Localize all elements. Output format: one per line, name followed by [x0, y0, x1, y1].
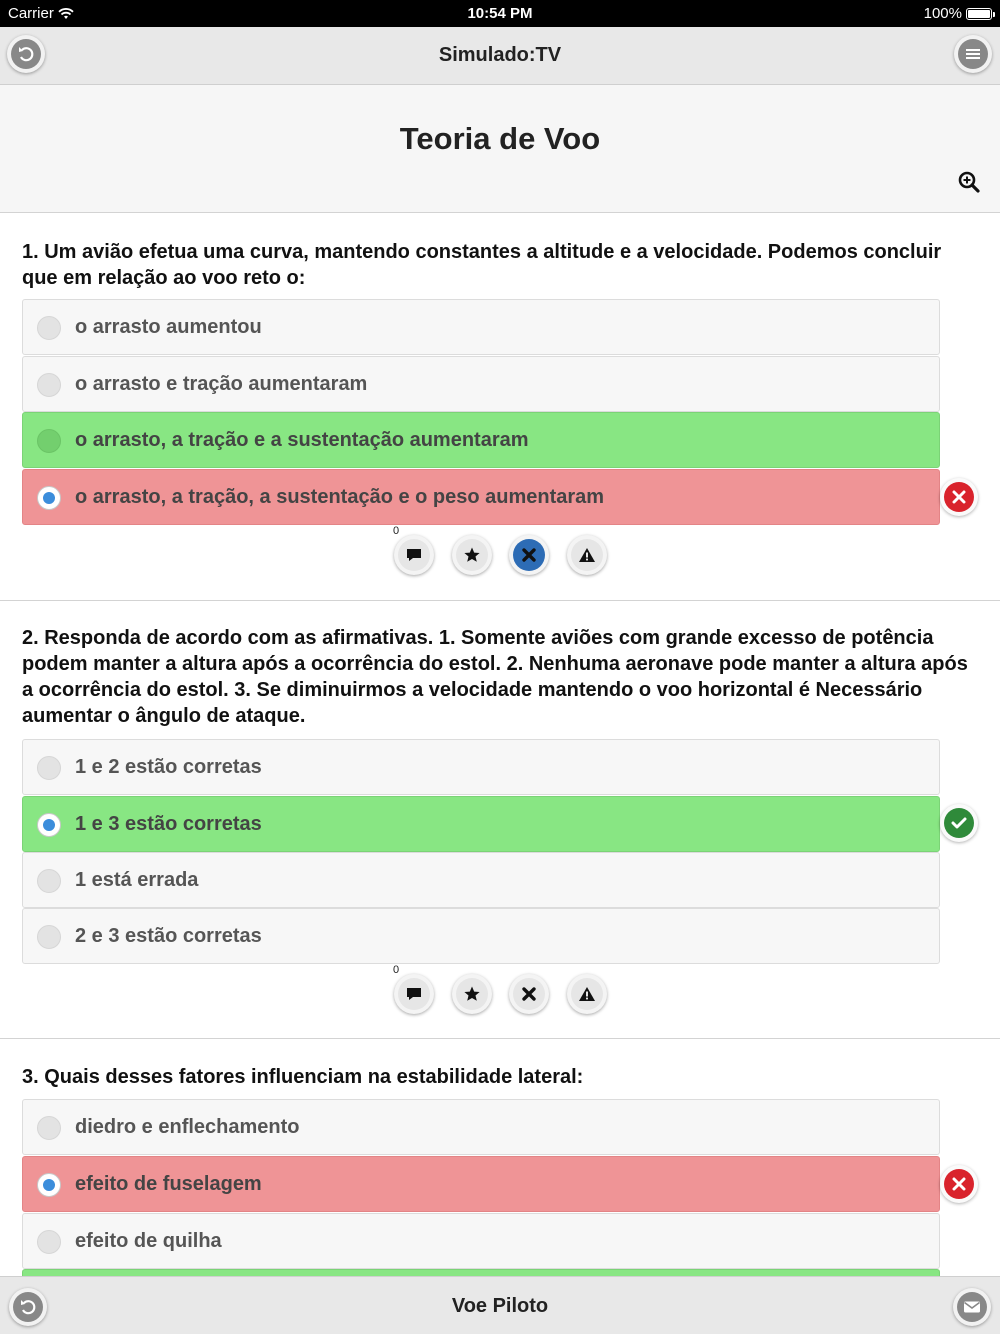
- carrier-label: Carrier: [8, 5, 54, 22]
- radio-button[interactable]: [37, 869, 61, 893]
- answer-option-wrong[interactable]: [22, 469, 940, 525]
- menu-button[interactable]: [954, 35, 992, 73]
- answer-label: 1 e 3 estão corretas: [75, 813, 262, 835]
- top-nav-bar: [0, 27, 1000, 85]
- answer-label: 1 e 2 estão corretas: [75, 756, 262, 778]
- radio-button-selected[interactable]: [37, 813, 61, 837]
- answer-option[interactable]: [22, 908, 940, 964]
- radio-button-selected[interactable]: [37, 486, 61, 510]
- question-text: 2. Responda de acordo com as afirmativas. 1. Somente aviões com grande excesso de potência podem manter a altura após a ocorrência do estol. 2. Nenhuma aeronave pode manter a altura após a ocorrência do estol. 3. Se diminuirmos a velocidade mantendo o voo horizontal é Necessário aumentar o ângulo de ataque.: [22, 627, 968, 727]
- wrong-result-icon: [940, 478, 978, 516]
- status-bar: [0, 0, 1000, 27]
- radio-button[interactable]: [37, 1116, 61, 1140]
- answer-option[interactable]: [22, 852, 940, 908]
- question-actions: [0, 964, 1000, 1018]
- chat-bubble-icon: [398, 539, 430, 571]
- answer-label: o arrasto, a tração, a sustentação e o peso aumentaram: [75, 486, 605, 508]
- mark-wrong-button[interactable]: [509, 974, 549, 1014]
- answer-option[interactable]: [22, 739, 940, 795]
- radio-button[interactable]: [37, 373, 61, 397]
- battery-icon: [966, 8, 992, 20]
- zoom-in-icon[interactable]: [956, 169, 982, 195]
- answer-label: o arrasto e tração aumentaram: [75, 373, 368, 395]
- report-button[interactable]: [567, 974, 607, 1014]
- radio-button[interactable]: [37, 756, 61, 780]
- favorite-button[interactable]: [452, 974, 492, 1014]
- answer-option[interactable]: [22, 299, 940, 355]
- comment-count: 0: [393, 964, 400, 976]
- answer-label: 1 está errada: [75, 869, 199, 891]
- close-icon: [513, 978, 545, 1010]
- battery-info: [924, 5, 992, 22]
- question-card: [0, 1039, 1000, 1279]
- radio-button[interactable]: [37, 429, 61, 453]
- answer-option-correct[interactable]: [22, 412, 940, 468]
- mark-wrong-button[interactable]: [509, 535, 549, 575]
- comment-count: 0: [393, 525, 400, 537]
- question-text: 1. Um avião efetua uma curva, mantendo constantes a altitude e a velocidade. Podemos concluir que em relação ao voo reto o:: [22, 241, 942, 289]
- favorite-button[interactable]: [452, 535, 492, 575]
- chat-bubble-icon: [398, 978, 430, 1010]
- question-text: 3. Quais desses fatores influenciam na estabilidade lateral:: [22, 1066, 584, 1088]
- answer-label: efeito de fuselagem: [75, 1173, 262, 1195]
- question-actions: [0, 525, 1000, 579]
- answer-label: efeito de quilha: [75, 1230, 222, 1252]
- hamburger-icon: [958, 39, 988, 69]
- clock: 10:54 PM: [467, 5, 533, 22]
- close-icon: [513, 539, 545, 571]
- wrong-result-icon: [940, 1165, 978, 1203]
- footer-title: Voe Piloto: [451, 1295, 549, 1317]
- comment-button[interactable]: [394, 974, 434, 1014]
- answer-label: diedro e enflechamento: [75, 1116, 300, 1138]
- radio-button[interactable]: [37, 1230, 61, 1254]
- answer-label: o arrasto aumentou: [75, 316, 262, 338]
- radio-button[interactable]: [37, 925, 61, 949]
- page-title: Teoria de Voo: [399, 121, 601, 156]
- page-header: [0, 85, 1000, 213]
- radio-button[interactable]: [37, 316, 61, 340]
- answer-label: 2 e 3 estão corretas: [75, 925, 262, 947]
- warning-icon: [571, 539, 603, 571]
- comment-button[interactable]: [394, 535, 434, 575]
- mail-icon: [957, 1292, 987, 1322]
- answer-option[interactable]: [22, 356, 940, 412]
- correct-result-icon: [940, 804, 978, 842]
- app-title: Simulado:TV: [438, 44, 562, 66]
- question-card: [0, 601, 1000, 1039]
- answer-option[interactable]: [22, 1213, 940, 1269]
- answer-option-correct[interactable]: [22, 796, 940, 852]
- star-icon: [456, 539, 488, 571]
- report-button[interactable]: [567, 535, 607, 575]
- answer-option-wrong[interactable]: [22, 1156, 940, 1212]
- answer-option[interactable]: [22, 1099, 940, 1155]
- mail-button[interactable]: [953, 1288, 991, 1326]
- bottom-bar: [0, 1276, 1000, 1334]
- battery-percent: 100%: [923, 5, 962, 22]
- star-icon: [456, 978, 488, 1010]
- question-card: [0, 213, 1000, 601]
- warning-icon: [571, 978, 603, 1010]
- radio-button-selected[interactable]: [37, 1173, 61, 1197]
- answer-label: o arrasto, a tração e a sustentação aumentaram: [75, 429, 529, 451]
